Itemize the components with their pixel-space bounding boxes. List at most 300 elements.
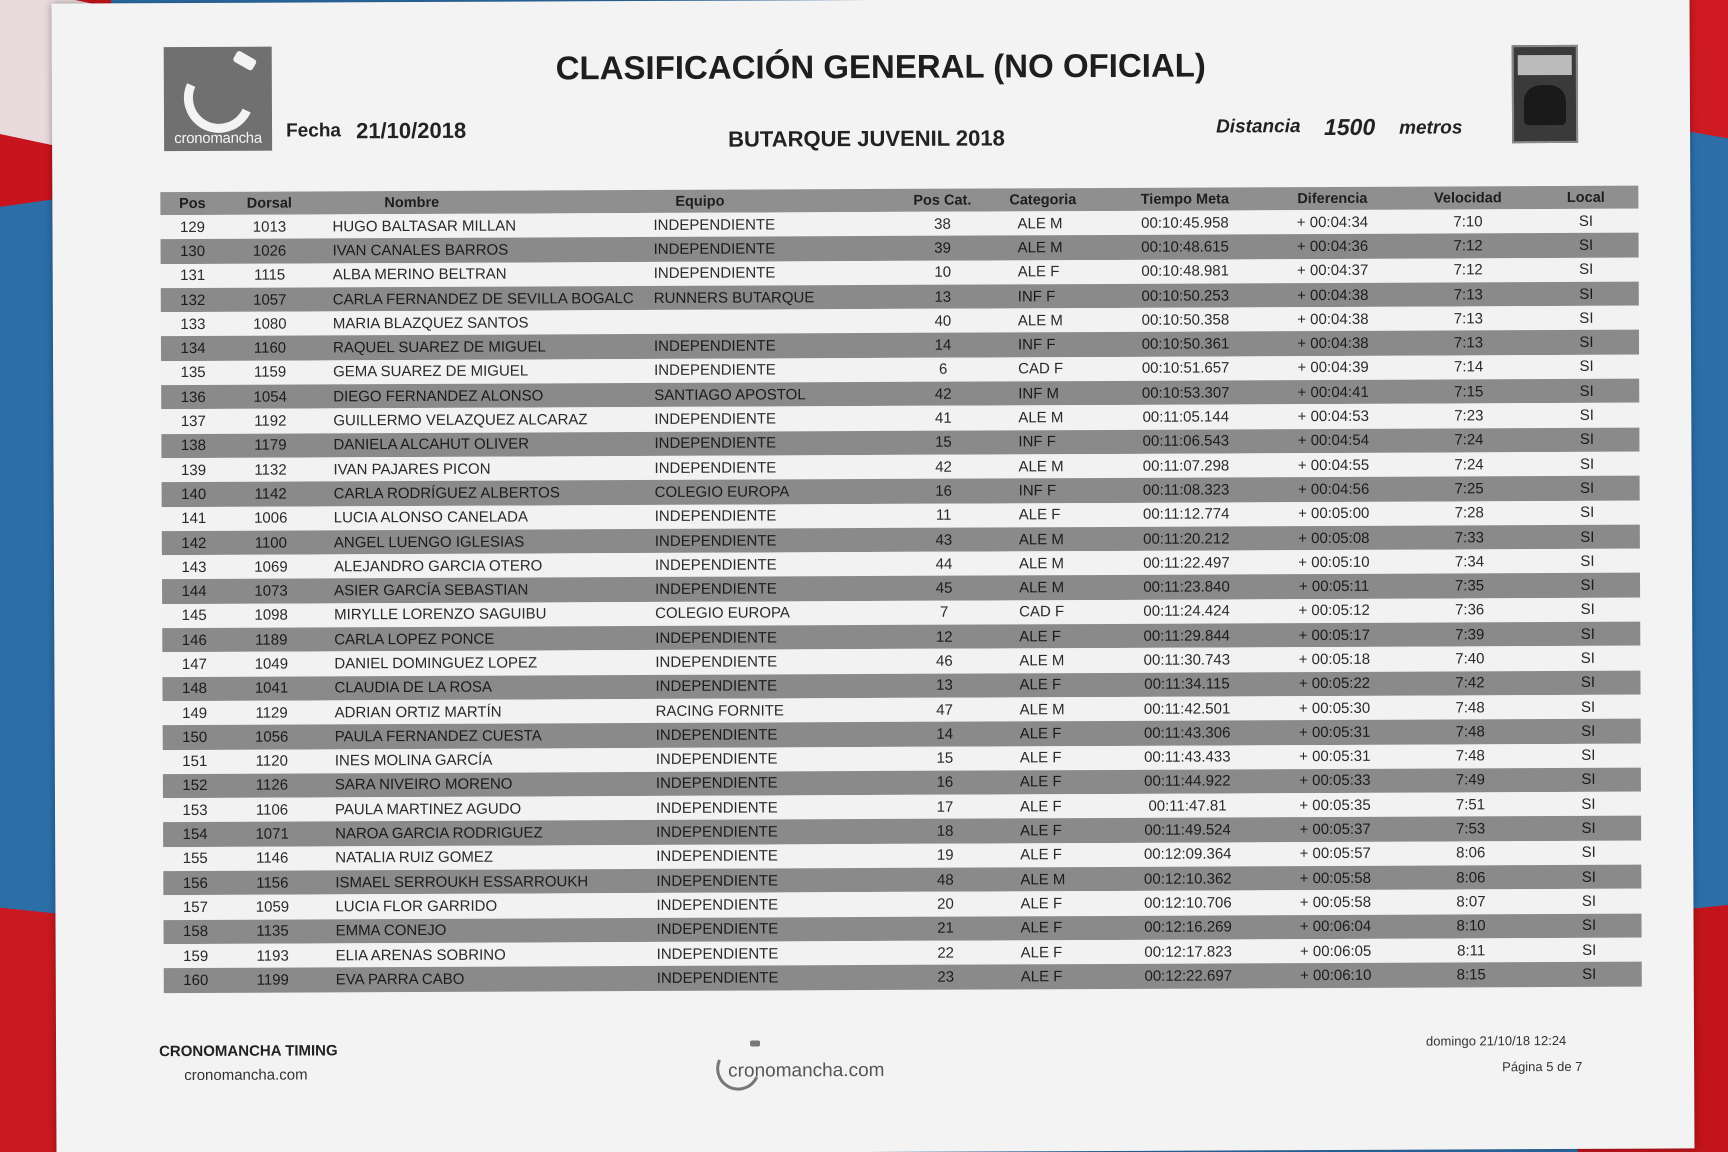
- results-sheet: [51, 0, 1694, 1152]
- cell-tiempo: 00:10:50.361: [1141, 335, 1230, 353]
- cell-nombre: CARLA FERNANDEZ DE SEVILLA BOGALC: [332, 289, 634, 308]
- cell-equipo: INDEPENDIENTE: [654, 531, 777, 550]
- cell-dorsal: 1056: [254, 728, 289, 746]
- cell-categoria: ALE F: [1019, 676, 1062, 694]
- cell-diferencia: + 00:05:18: [1298, 650, 1371, 669]
- cell-velocidad: 7:12: [1453, 237, 1483, 255]
- cell-nombre: ELIA ARENAS SOBRINO: [335, 946, 506, 964]
- cell-velocidad: 8:10: [1456, 917, 1486, 935]
- cell-nombre: ALEJANDRO GARCIA OTERO: [333, 557, 543, 576]
- cell-tiempo: 00:11:43.306: [1143, 724, 1231, 742]
- cell-dorsal: 1106: [255, 801, 289, 819]
- cell-poscat: 14: [934, 336, 952, 354]
- distancia-unit: metros: [1399, 117, 1463, 139]
- cell-pos: 130: [180, 242, 206, 260]
- cell-categoria: ALE M: [1018, 457, 1064, 475]
- cell-pos: 132: [180, 291, 206, 309]
- cell-equipo: INDEPENDIENTE: [656, 896, 779, 914]
- cell-pos: 156: [182, 874, 208, 892]
- cell-equipo: INDEPENDIENTE: [656, 920, 779, 939]
- cell-local: SI: [1580, 649, 1595, 667]
- cell-dorsal: 1132: [254, 461, 287, 479]
- cell-pos: 134: [180, 340, 206, 358]
- cell-pos: 129: [179, 218, 206, 236]
- cell-tiempo: 00:12:17.823: [1144, 942, 1232, 961]
- footer-organizer: CRONOMANCHA TIMING: [159, 1042, 338, 1061]
- cell-diferencia: + 00:04:38: [1297, 334, 1369, 353]
- cell-local: SI: [1579, 382, 1594, 400]
- cell-equipo: INDEPENDIENTE: [655, 629, 777, 647]
- cell-poscat: 22: [937, 944, 955, 962]
- cell-diferencia: + 00:05:58: [1299, 893, 1372, 912]
- cell-tiempo: 00:11:24.424: [1143, 602, 1230, 621]
- cell-velocidad: 7:14: [1453, 358, 1484, 376]
- cell-diferencia: + 00:04:56: [1297, 480, 1370, 499]
- cell-nombre: MIRYLLE LORENZO SAGUIBU: [334, 605, 547, 624]
- cell-velocidad: 8:06: [1456, 844, 1486, 862]
- cell-dorsal: 1129: [255, 704, 288, 722]
- cell-local: SI: [1582, 941, 1597, 959]
- cell-categoria: INF F: [1018, 482, 1057, 500]
- cell-pos: 145: [181, 607, 207, 625]
- cell-tiempo: 00:11:34.115: [1144, 675, 1230, 694]
- cell-equipo: INDEPENDIENTE: [654, 459, 777, 477]
- cell-velocidad: 7:53: [1455, 820, 1486, 838]
- cell-dorsal: 1193: [256, 947, 289, 965]
- cell-velocidad: 8:11: [1457, 941, 1486, 960]
- cell-tiempo: 00:11:44.922: [1144, 772, 1231, 791]
- cell-nombre: ANGEL LUENGO IGLESIAS: [333, 533, 525, 551]
- cell-velocidad: 7:42: [1455, 674, 1485, 692]
- cell-dorsal: 1115: [254, 266, 286, 284]
- cell-local: SI: [1579, 455, 1595, 473]
- cell-pos: 141: [181, 510, 207, 528]
- cell-pos: 146: [181, 631, 207, 649]
- cell-local: SI: [1581, 892, 1597, 910]
- distancia-value: 1500: [1323, 113, 1376, 141]
- cell-tiempo: 00:11:47.81: [1148, 797, 1227, 815]
- cell-local: SI: [1578, 236, 1594, 254]
- cell-dorsal: 1189: [255, 631, 288, 649]
- cell-poscat: 10: [934, 263, 952, 281]
- cell-pos: 151: [182, 753, 208, 771]
- cell-equipo: RACING FORNITE: [655, 701, 784, 720]
- cell-pos: 140: [181, 485, 207, 503]
- cell-nombre: CLAUDIA DE LA ROSA: [334, 678, 493, 697]
- cell-dorsal: 1142: [254, 485, 287, 503]
- footer-page-number: Página 5 de 7: [1502, 1058, 1583, 1075]
- cell-pos: 152: [182, 777, 208, 795]
- cell-velocidad: 7:25: [1454, 480, 1484, 498]
- cell-poscat: 21: [937, 919, 954, 937]
- cell-diferencia: + 00:04:34: [1296, 213, 1369, 231]
- col-header-tiempo: Tiempo Meta: [1140, 190, 1230, 208]
- cell-poscat: 18: [936, 822, 954, 840]
- cell-local: SI: [1579, 261, 1594, 279]
- cell-equipo: [648, 321, 888, 322]
- cell-tiempo: 00:11:49.524: [1144, 821, 1231, 839]
- cell-nombre: EVA PARRA CABO: [335, 970, 465, 989]
- cell-pos: 157: [182, 898, 208, 916]
- cell-nombre: LUCIA FLOR GARRIDO: [335, 897, 498, 916]
- cell-categoria: ALE F: [1019, 797, 1062, 816]
- cell-diferencia: + 00:05:30: [1298, 699, 1371, 717]
- cell-dorsal: 1159: [253, 363, 287, 382]
- footer-datetime: domingo 21/10/18 12:24: [1426, 1032, 1567, 1049]
- cell-velocidad: 7:13: [1453, 334, 1484, 352]
- cell-pos: 148: [181, 680, 208, 698]
- cell-categoria: ALE F: [1020, 943, 1063, 961]
- cell-local: SI: [1580, 528, 1595, 546]
- cell-categoria: CAD F: [1018, 360, 1064, 378]
- cell-velocidad: 7:48: [1455, 747, 1485, 765]
- cell-categoria: ALE F: [1018, 506, 1061, 524]
- cell-tiempo: 00:10:48.981: [1141, 262, 1230, 281]
- cell-local: SI: [1578, 212, 1594, 230]
- cell-dorsal: 1098: [254, 606, 288, 625]
- cell-dorsal: 1135: [256, 922, 289, 940]
- cell-poscat: 23: [937, 968, 955, 986]
- cell-local: SI: [1580, 504, 1595, 522]
- cell-velocidad: 7:36: [1455, 601, 1485, 619]
- cell-nombre: HUGO BALTASAR MILLAN: [332, 217, 517, 235]
- cell-local: SI: [1581, 844, 1596, 862]
- cell-pos: 137: [180, 412, 206, 431]
- cell-tiempo: 00:11:30.743: [1143, 651, 1231, 669]
- cell-nombre: GUILLERMO VELAZQUEZ ALCARAZ: [333, 411, 588, 430]
- cell-poscat: 15: [935, 433, 952, 452]
- cell-categoria: ALE F: [1020, 846, 1062, 864]
- cell-tiempo: 00:12:10.362: [1143, 870, 1232, 888]
- cell-tiempo: 00:11:07.298: [1142, 457, 1230, 475]
- cell-equipo: INDEPENDIENTE: [654, 410, 777, 428]
- cell-nombre: PAULA MARTINEZ AGUDO: [334, 800, 522, 819]
- cell-dorsal: 1160: [253, 339, 287, 357]
- cell-velocidad: 7:48: [1455, 723, 1485, 741]
- cell-diferencia: + 00:05:10: [1298, 553, 1370, 571]
- cell-dorsal: 1100: [254, 534, 288, 552]
- cell-tiempo: 00:10:50.358: [1141, 311, 1230, 329]
- cell-dorsal: 1199: [256, 971, 289, 989]
- footer-logo: [716, 1038, 896, 1089]
- cell-poscat: 48: [936, 871, 954, 889]
- cell-categoria: ALE F: [1019, 627, 1061, 646]
- cell-poscat: 14: [936, 725, 954, 743]
- cell-poscat: 13: [934, 288, 952, 306]
- cell-velocidad: 7:23: [1454, 407, 1484, 425]
- cell-tiempo: 00:12:10.706: [1144, 894, 1232, 912]
- cell-dorsal: 1073: [254, 582, 288, 600]
- cell-dorsal: 1071: [255, 825, 289, 843]
- cell-nombre: ALBA MERINO BELTRAN: [332, 265, 507, 284]
- event-name: BUTARQUE JUVENIL 2018: [728, 125, 1005, 152]
- cell-diferencia: + 00:05:35: [1299, 796, 1371, 814]
- cell-equipo: INDEPENDIENTE: [655, 799, 778, 817]
- cell-categoria: ALE M: [1019, 652, 1065, 670]
- cell-poscat: 17: [936, 798, 954, 816]
- cell-nombre: NATALIA RUIZ GOMEZ: [335, 849, 494, 867]
- cell-tiempo: 00:10:53.307: [1141, 384, 1230, 402]
- cell-categoria: ALE F: [1019, 749, 1062, 767]
- cell-diferencia: + 00:05:57: [1299, 845, 1371, 863]
- cell-tiempo: 00:10:48.615: [1141, 238, 1229, 256]
- cell-diferencia: + 00:04:55: [1297, 456, 1370, 474]
- col-header-velocidad: Velocidad: [1433, 189, 1502, 207]
- cell-categoria: ALE M: [1017, 214, 1063, 233]
- cell-categoria: ALE M: [1017, 239, 1063, 257]
- cell-diferencia: + 00:04:38: [1297, 286, 1369, 304]
- table-body: [160, 209, 1641, 993]
- cell-equipo: INDEPENDIENTE: [653, 240, 776, 258]
- cell-velocidad: 7:51: [1455, 796, 1486, 814]
- cell-pos: 147: [181, 655, 207, 674]
- cell-velocidad: 8:15: [1456, 966, 1486, 984]
- cell-dorsal: 1126: [255, 777, 289, 795]
- cell-pos: 133: [180, 315, 206, 333]
- cell-local: SI: [1579, 285, 1594, 303]
- cell-poscat: 12: [935, 628, 953, 646]
- cell-poscat: 15: [936, 749, 954, 767]
- cell-dorsal: 1013: [252, 218, 287, 236]
- cell-nombre: ASIER GARCÍA SEBASTIAN: [334, 581, 529, 600]
- cell-categoria: ALE M: [1018, 554, 1064, 573]
- fecha-label: Fecha: [286, 120, 342, 142]
- cell-pos: 139: [180, 461, 207, 479]
- cell-dorsal: 1026: [252, 242, 287, 260]
- cell-pos: 154: [182, 825, 208, 844]
- cell-pos: 153: [182, 801, 208, 819]
- cell-equipo: INDEPENDIENTE: [654, 507, 777, 526]
- col-header-poscat: Pos Cat.: [913, 192, 972, 209]
- cell-dorsal: 1006: [254, 509, 288, 527]
- cell-nombre: RAQUEL SUAREZ DE MIGUEL: [332, 338, 546, 357]
- col-header-pos: Pos: [179, 195, 206, 212]
- cell-nombre: MARIA BLAZQUEZ SANTOS: [332, 314, 529, 333]
- cell-nombre: DANIELA ALCAHUT OLIVER: [333, 435, 530, 454]
- cell-diferencia: + 00:05:22: [1298, 675, 1371, 693]
- cell-tiempo: 00:11:20.212: [1143, 529, 1230, 548]
- cell-categoria: INF M: [1018, 384, 1060, 403]
- cell-tiempo: 00:11:06.543: [1142, 432, 1230, 451]
- cell-velocidad: 7:48: [1455, 698, 1485, 717]
- cell-equipo: INDEPENDIENTE: [656, 944, 779, 963]
- cell-pos: 160: [183, 971, 209, 989]
- cell-tiempo: 00:11:05.144: [1142, 408, 1230, 426]
- cell-categoria: INF F: [1017, 287, 1056, 305]
- cell-poscat: 42: [934, 385, 952, 403]
- cell-tiempo: 00:12:09.364: [1143, 845, 1232, 864]
- cell-velocidad: 7:24: [1454, 431, 1484, 449]
- cell-pos: 136: [180, 388, 206, 406]
- cell-diferencia: + 00:04:39: [1297, 359, 1369, 377]
- cell-dorsal: 1120: [255, 752, 288, 770]
- cell-local: SI: [1580, 601, 1595, 619]
- cell-poscat: 20: [937, 895, 954, 913]
- cell-poscat: 39: [934, 239, 951, 257]
- cell-pos: 155: [182, 850, 208, 868]
- cell-nombre: IVAN PAJARES PICON: [333, 460, 491, 478]
- cell-diferencia: + 00:05:00: [1298, 505, 1370, 523]
- cell-tiempo: 00:11:22.497: [1143, 554, 1230, 572]
- cell-equipo: INDEPENDIENTE: [656, 872, 779, 890]
- cell-equipo: INDEPENDIENTE: [654, 434, 777, 453]
- cell-diferencia: + 00:06:04: [1299, 918, 1372, 936]
- cell-categoria: CAD F: [1019, 603, 1065, 621]
- cell-diferencia: + 00:04:38: [1297, 310, 1369, 328]
- cell-diferencia: + 00:04:53: [1297, 407, 1370, 426]
- cell-local: SI: [1579, 479, 1595, 497]
- cell-nombre: NAROA GARCIA RODRIGUEZ: [335, 824, 543, 843]
- cell-equipo: INDEPENDIENTE: [653, 337, 776, 356]
- cell-categoria: ALE M: [1017, 311, 1063, 330]
- cell-nombre: DIEGO FERNANDEZ ALONSO: [333, 387, 544, 406]
- cell-velocidad: 7:12: [1453, 261, 1483, 279]
- cell-diferencia: + 00:05:11: [1298, 577, 1370, 596]
- cell-local: SI: [1579, 309, 1594, 327]
- cell-nombre: CARLA LOPEZ PONCE: [334, 630, 495, 649]
- cell-nombre: INES MOLINA GARCÍA: [334, 751, 493, 770]
- cell-local: SI: [1581, 747, 1596, 765]
- col-header-dorsal: Dorsal: [246, 195, 292, 212]
- cell-local: SI: [1581, 868, 1596, 886]
- col-header-local: Local: [1566, 189, 1605, 206]
- cell-categoria: ALE F: [1019, 725, 1062, 743]
- cell-diferencia: + 00:06:10: [1300, 966, 1372, 984]
- cell-equipo: INDEPENDIENTE: [654, 556, 777, 574]
- cell-dorsal: 1069: [254, 558, 288, 576]
- cell-poscat: 16: [936, 774, 954, 792]
- cell-velocidad: 8:07: [1456, 893, 1486, 911]
- cell-pos: 144: [181, 583, 207, 601]
- cell-equipo: INDEPENDIENTE: [655, 726, 778, 744]
- table-row: [164, 962, 1642, 993]
- fecha-value: 21/10/2018: [355, 117, 467, 144]
- cell-equipo: INDEPENDIENTE: [656, 969, 779, 987]
- cell-equipo: INDEPENDIENTE: [653, 264, 776, 283]
- cell-velocidad: 7:24: [1454, 455, 1484, 474]
- cell-tiempo: 00:11:42.501: [1143, 700, 1231, 718]
- cell-poscat: 42: [935, 458, 952, 476]
- cell-velocidad: 7:13: [1453, 285, 1483, 303]
- cell-categoria: ALE F: [1019, 773, 1062, 791]
- cell-pos: 142: [181, 534, 207, 552]
- cell-equipo: INDEPENDIENTE: [655, 580, 777, 599]
- cell-tiempo: 00:10:45.958: [1141, 214, 1229, 232]
- cell-tiempo: 00:10:51.657: [1141, 359, 1230, 378]
- cell-categoria: ALE F: [1020, 919, 1063, 937]
- footer-logo-text: cronomancha.com: [728, 1059, 885, 1082]
- cell-pos: 149: [182, 704, 208, 722]
- cell-velocidad: 7:35: [1454, 577, 1485, 595]
- cell-dorsal: 1146: [256, 849, 289, 868]
- cell-velocidad: 7:10: [1453, 212, 1483, 231]
- cell-equipo: RUNNERS BUTARQUE: [653, 288, 815, 307]
- cell-categoria: ALE F: [1020, 968, 1063, 986]
- cell-categoria: ALE M: [1018, 530, 1064, 548]
- cell-categoria: ALE M: [1018, 409, 1064, 427]
- cell-equipo: INDEPENDIENTE: [655, 653, 778, 671]
- cell-nombre: PAULA FERNANDEZ CUESTA: [334, 727, 542, 746]
- cell-velocidad: 8:06: [1456, 868, 1486, 887]
- cell-dorsal: 1080: [253, 315, 287, 333]
- col-header-nombre: Nombre: [384, 194, 440, 211]
- cell-tiempo: 00:11:23.840: [1143, 578, 1230, 596]
- logo-text: cronomancha: [174, 129, 262, 148]
- cell-categoria: ALE F: [1017, 263, 1060, 281]
- cell-dorsal: 1054: [253, 388, 287, 406]
- cell-equipo: INDEPENDIENTE: [655, 750, 778, 769]
- cell-diferencia: + 00:05:31: [1298, 723, 1371, 742]
- cell-nombre: IVAN CANALES BARROS: [332, 241, 509, 260]
- cell-dorsal: 1041: [254, 679, 289, 697]
- cell-local: SI: [1580, 552, 1595, 570]
- cell-poscat: 11: [935, 506, 952, 524]
- cell-local: SI: [1579, 406, 1594, 424]
- cell-nombre: ISMAEL SERROUKH ESSARROUKH: [335, 872, 589, 892]
- cell-diferencia: + 00:05:17: [1298, 626, 1370, 644]
- cell-categoria: INF F: [1017, 336, 1056, 354]
- cell-tiempo: 00:10:50.253: [1141, 286, 1230, 305]
- cell-velocidad: 7:40: [1455, 650, 1485, 668]
- cell-local: SI: [1579, 358, 1594, 376]
- cell-nombre: ADRIAN ORTIZ MARTÍN: [334, 703, 502, 721]
- cell-poscat: 13: [936, 676, 953, 695]
- cell-diferencia: + 00:04:54: [1297, 432, 1370, 450]
- cell-diferencia: + 00:04:37: [1296, 262, 1369, 280]
- cell-nombre: DANIEL DOMINGUEZ LOPEZ: [334, 654, 538, 673]
- footer-website: cronomancha.com: [184, 1066, 308, 1085]
- cell-local: SI: [1580, 625, 1595, 643]
- cell-tiempo: 00:11:43.433: [1144, 748, 1231, 766]
- cell-velocidad: 7:39: [1455, 626, 1485, 644]
- cell-pos: 135: [180, 364, 206, 382]
- cell-velocidad: 7:28: [1454, 504, 1484, 522]
- col-header-diferencia: Diferencia: [1297, 190, 1368, 207]
- cell-pos: 143: [181, 558, 207, 576]
- cell-local: SI: [1579, 333, 1594, 352]
- cell-equipo: INDEPENDIENTE: [654, 361, 776, 380]
- cell-local: SI: [1581, 771, 1596, 789]
- cell-diferencia: + 00:05:37: [1299, 820, 1371, 839]
- cell-nombre: LUCIA ALONSO CANELADA: [333, 508, 529, 527]
- cell-pos: 150: [182, 728, 208, 746]
- cell-diferencia: + 00:05:33: [1299, 772, 1371, 790]
- cell-equipo: SANTIAGO APOSTOL: [654, 386, 806, 404]
- cell-tiempo: 00:11:12.774: [1142, 505, 1230, 524]
- cell-tiempo: 00:12:16.269: [1144, 918, 1232, 937]
- cell-dorsal: 1059: [255, 898, 290, 916]
- cell-categoria: ALE M: [1019, 700, 1065, 718]
- cell-poscat: 46: [935, 652, 953, 670]
- cell-poscat: 47: [936, 701, 953, 719]
- cell-diferencia: + 00:05:12: [1298, 602, 1370, 620]
- cell-local: SI: [1581, 917, 1597, 935]
- cell-dorsal: 1049: [254, 655, 289, 673]
- cell-categoria: ALE M: [1020, 870, 1066, 889]
- cell-poscat: 16: [935, 482, 953, 500]
- cell-local: SI: [1581, 795, 1596, 813]
- cell-local: SI: [1579, 431, 1595, 449]
- cell-dorsal: 1057: [253, 291, 287, 309]
- cell-pos: 131: [180, 267, 206, 285]
- cell-equipo: INDEPENDIENTE: [656, 847, 778, 866]
- cell-tiempo: 00:11:08.323: [1142, 481, 1230, 499]
- cell-velocidad: 7:49: [1455, 771, 1486, 789]
- cell-equipo: INDEPENDIENTE: [655, 677, 778, 696]
- cell-poscat: 19: [936, 847, 954, 865]
- cell-categoria: INF F: [1018, 433, 1056, 451]
- cell-poscat: 40: [934, 312, 952, 330]
